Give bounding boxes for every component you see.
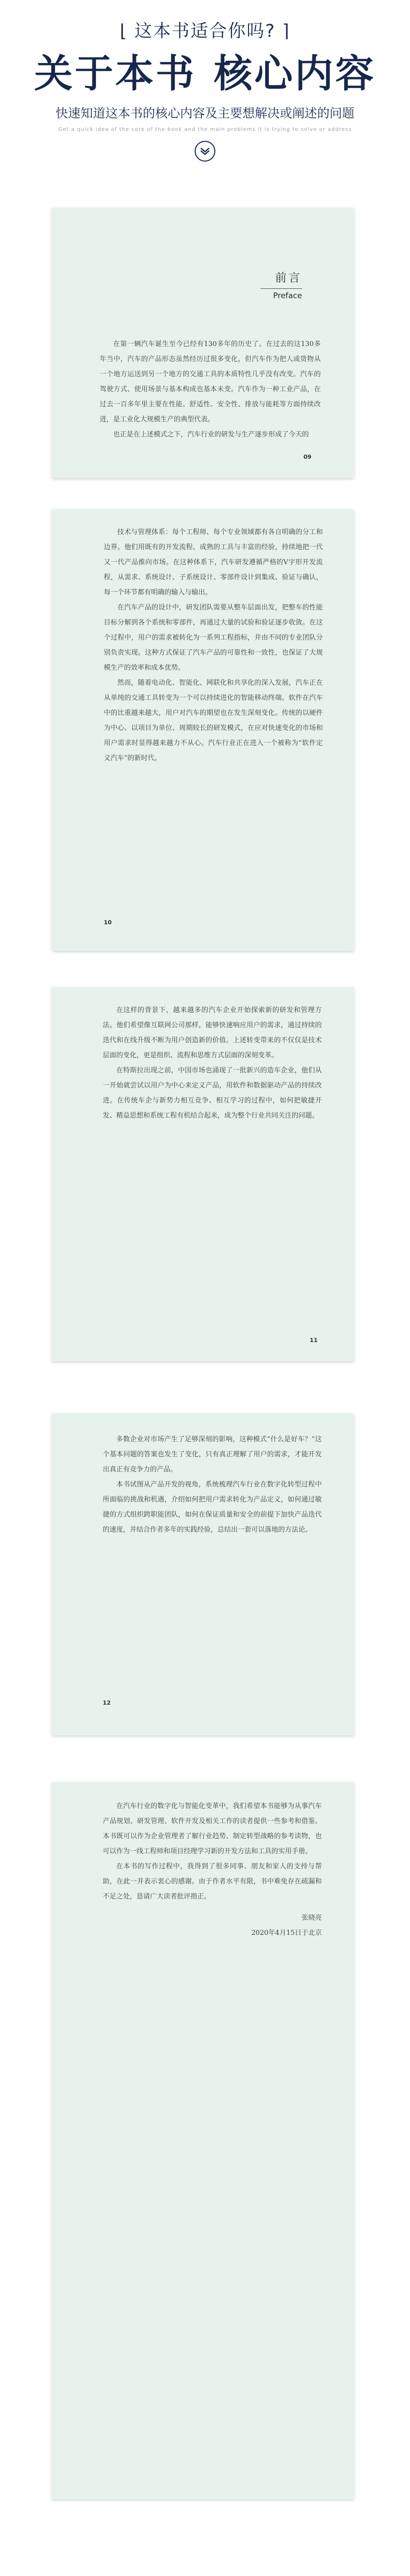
book-page xyxy=(52,509,354,951)
preface-heading-en: Preface xyxy=(273,291,302,300)
page-body xyxy=(104,525,323,766)
paragraph: 技术与管理体系：每个工程师、每个专业领域都有各自明确的分工和边界。他们用既有的开发流程、成熟的工具与丰富的经验，持续地把一代又一代产品推向市场。在这种体系下，汽车研发遵循严格的V字形开发流程，从需求、系统设计、子系统设计、零部件设计到集成、验证与确认，每一个环节都有明确的输入与输出。 xyxy=(104,528,323,596)
book-page xyxy=(52,1413,354,1735)
paragraph: 在本书的写作过程中，我得到了很多同事、朋友和家人的支持与帮助，在此一并表示衷心的感谢。由于作者水平有限，书中难免存在疏漏和不足之处，恳请广大读者批评指正。 xyxy=(103,1863,322,1901)
paragraph: 也正是在上述模式之下，汽车行业的研发与生产逐步形成了今天的 xyxy=(113,431,309,439)
title-part2: 核心内容 xyxy=(214,51,376,96)
book-page-preface xyxy=(52,208,354,478)
author-signature: 张晓亮 xyxy=(301,1914,322,1922)
title-part1: 关于本书 xyxy=(34,51,196,96)
right-bracket-icon: ⌉ xyxy=(282,21,291,42)
page-body xyxy=(103,1799,322,1904)
page-number: 11 xyxy=(309,1337,318,1344)
paragraph: 本书试图从产品开发的视角，系统梳理汽车行业在数字化转型过程中所面临的挑战和机遇，介绍如何把用户需求转化为产品定义，如何通过敏捷的方式组织跨职能团队，如何在保证质量和安全的前提下加快产品迭代的速度，并结合作者多年的实践经验，总结出一套可以落地的方法论。 xyxy=(103,1481,322,1534)
heading-divider xyxy=(261,288,302,289)
section-eyebrow xyxy=(120,20,290,43)
book-page xyxy=(52,987,354,1361)
page-body xyxy=(100,337,321,442)
paragraph: 在汽车行业的数字化与智能化变革中，我们希望本书能够为从事汽车产品规划、研发管理、软件开发及相关工作的读者提供一些参考和借鉴。本书既可以作为企业管理者了解行业趋势、制定转型战略的参考读物，也可以作为一线工程师和项目经理学习新的开发方法和工具的实用手册。 xyxy=(103,1802,322,1855)
paragraph: 在第一辆汽车诞生至今已经有130多年的历史了。在过去的这130多年当中，汽车的产品形态虽然经历过很多变化，但汽车作为把人或货物从一个地方运送到另一个地方的交通工具的本质特性几乎没有改变。汽车的驾驶方式、使用场景与基本构成也基本未变。汽车作为一种工业产品，在过去一百多年里主要在性能、舒适性、安全性、排放与能耗等方面持续改进，是工业化大规模生产的典型代表。 xyxy=(100,340,321,423)
paragraph: 多数企业对市场产生了足够深刻的影响，这种模式“什么是好车？”这个基本问题的答案也发生了变化，只有真正理解了用户的需求，才能开发出真正有竞争力的产品。 xyxy=(103,1436,322,1473)
page-number: 12 xyxy=(103,1699,111,1706)
page-body xyxy=(103,1432,322,1537)
book-page xyxy=(52,1782,354,2499)
page-number: 10 xyxy=(104,919,112,926)
signature-date: 2020年4月15日于北京 xyxy=(251,1929,322,1937)
preface-heading xyxy=(261,269,302,300)
page-body xyxy=(103,1003,322,1123)
eyebrow-text: 这本书适合你吗? xyxy=(134,21,276,42)
page-tagline: Get a quick idea of the core of the book and the main problems it is trying to solve or address xyxy=(58,127,352,132)
header xyxy=(0,0,410,162)
page-content xyxy=(103,1799,322,1941)
left-bracket-icon: ⌊ xyxy=(119,21,128,42)
paragraph: 在汽车产品的设计中，研发团队需要从整车层面出发，把整车的性能目标分解到各个系统和零部件，再通过大量的试验和验证逐步收敛。在这个过程中，用户的需求被转化为一系列工程指标，并由不同的专业团队分别负责实现。这种方式保证了汽车产品的可靠性和一致性，也保证了大规模生产的效率和成本优势。 xyxy=(104,604,323,672)
paragraph: 在这样的背景下，越来越多的汽车企业开始探索新的研发和管理方法。他们希望像互联网公司那样，能够快速响应用户的需求，通过持续的迭代和在线升级不断为用户创造新的价值。上述转变带来的不仅仅是技术层面的变化，更是组织、流程和思维方式层面的深刻变革。 xyxy=(103,1006,322,1059)
page-subtitle: 快速知道这本书的核心内容及主要想解决或阐述的问题 xyxy=(56,106,354,121)
preface-heading-zh: 前言 xyxy=(275,272,302,285)
chevron-down-icon[interactable] xyxy=(195,141,215,162)
paragraph: 然而，随着电动化、智能化、网联化和共享化的深入发展，汽车正在从单纯的交通工具转变为一个可以持续进化的智能移动终端。软件在汽车中的比重越来越大，用户对汽车的期望也在发生深刻变化。传统的以硬件为中心、以项目为单位、周期较长的研发模式，在应对快速变化的市场和用户需求时显得越来越力不从心。汽车行业正在进入一个被称为“软件定义汽车”的新时代。 xyxy=(104,679,323,762)
paragraph: 在特斯拉出现之前，中国市场也涌现了一批新兴的造车企业，他们从一开始就尝试以用户为中心来定义产品，用软件和数据驱动产品的持续改进。在传统车企与新势力相互竞争、相互学习的过程中，如何把敏捷开发、精益思想和系统工程有机结合起来，成为整个行业共同关注的问题。 xyxy=(103,1067,322,1120)
page-title xyxy=(0,52,410,96)
page-number: 09 xyxy=(303,454,311,460)
